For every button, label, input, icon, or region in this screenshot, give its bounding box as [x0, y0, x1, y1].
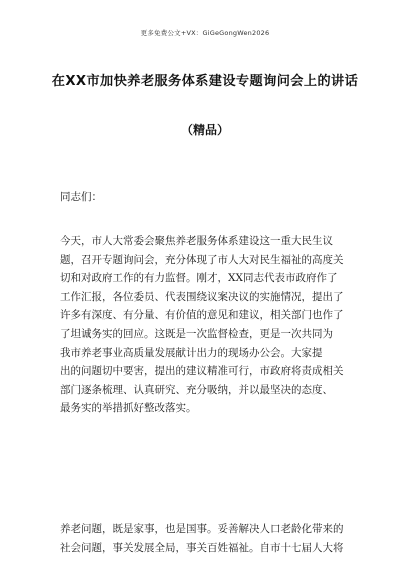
document-subtitle: （精品）	[180, 123, 229, 137]
paragraph-line: 养老问题，既是家事，也是国事。妥善解决人口老龄化带来的	[60, 523, 344, 535]
paragraph-line: 最务实的举措抓好整改落实。	[60, 402, 197, 415]
paragraph-line: 今天，市人大常委会聚焦养老服务体系建设这一重大民生议	[60, 235, 333, 247]
paragraph-line: 出的问题切中要害，提出的建议精准可行，市政府将责成相关	[60, 365, 344, 378]
paragraph-line: 工作汇报，各位委员、代表围绕议案决议的实施情况，提出了	[60, 290, 344, 303]
header-note: 更多免费公文+VX：GiGeGongWen2026	[140, 29, 270, 37]
paragraph-1	[60, 232, 360, 418]
paragraph-line: 切和对政府工作的有力监督。刚才，XX同志代表市政府作了	[60, 272, 338, 285]
paragraph-line: 许多有深度、有分量、有价值的意见和建议，相关部门也作了	[60, 309, 344, 322]
salutation: 同志们：	[60, 191, 102, 203]
paragraph-line: 部门逐条梳理、认真研究、充分吸纳，并以最坚决的态度、	[60, 383, 333, 396]
paragraph-line: 题，召开专题询问会，充分体现了市人大对民生福祉的高度关	[60, 253, 344, 266]
paragraph-line: 社会问题，事关发展全局，事关百姓福祉。自市十七届人大将	[60, 541, 344, 554]
document-title: 在XX市加快养老服务体系建设专题询问会上的讲话	[51, 74, 359, 89]
paragraph-2	[60, 520, 360, 557]
paragraph-line: 了坦诚务实的回应。这既是一次监督检查，更是一次共同为	[60, 327, 333, 340]
paragraph-line: 我市养老事业高质量发展献计出力的现场办公会。大家提	[60, 346, 323, 359]
